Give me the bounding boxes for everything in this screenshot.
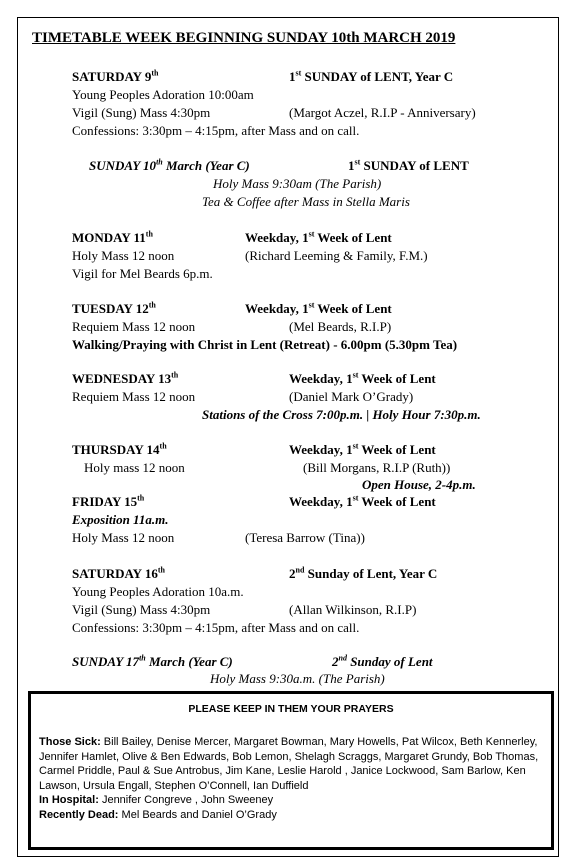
day-heading: THURSDAY 14th: [72, 441, 167, 457]
service-line: Tea & Coffee after Mass in Stella Maris: [202, 194, 410, 209]
service-line: Requiem Mass 12 noon: [72, 319, 196, 334]
service-line: Open House, 2-4p.m.: [362, 477, 476, 492]
service-line: Holy Mass 12 noon: [72, 530, 175, 545]
hospital-names: Jennifer Congreve , John Sweeney: [98, 794, 274, 806]
service-line: Stations of the Cross 7:00p.m. | Holy Hour 7:30p.m.: [202, 407, 481, 422]
day-heading: SATURDAY 16th: [72, 565, 165, 581]
service-line: Vigil for Mel Beards 6p.m.: [72, 266, 213, 281]
intention: (Mel Beards, R.I.P): [289, 319, 392, 334]
recently-dead-names: Mel Beards and Daniel O’Grady: [118, 808, 277, 821]
feast-label: Weekday, 1st Week of Lent: [289, 493, 436, 509]
feast-label: 1st SUNDAY of LENT, Year C: [289, 68, 454, 84]
service-line: Exposition 11a.m.: [72, 512, 169, 527]
day-heading: FRIDAY 15th: [72, 493, 145, 509]
prayer-list-heading: PLEASE KEEP IN THEM YOUR PRAYERS: [188, 703, 394, 715]
day-heading: SUNDAY 10th March (Year C): [89, 157, 250, 173]
service-line: Confessions: 3:30pm – 4:15pm, after Mass and on call.: [72, 620, 360, 635]
intention: (Daniel Mark O’Grady): [289, 389, 414, 404]
intention: (Teresa Barrow (Tina)): [245, 530, 365, 545]
page-title: TIMETABLE WEEK BEGINNING SUNDAY 10th MARCH 2019: [32, 30, 456, 46]
feast-label: 2nd Sunday of Lent: [332, 653, 433, 669]
service-line: Holy Mass 12 noon: [72, 248, 175, 263]
recently-dead-list: [39, 808, 549, 823]
day-heading: TUESDAY 12th: [72, 300, 156, 316]
service-line: Holy Mass 9:30a.m. (The Parish): [210, 671, 385, 686]
prayer-list-box: [28, 691, 554, 850]
feast-label: 1st SUNDAY of LENT: [348, 157, 469, 173]
hospital-label: In Hospital:: [39, 794, 99, 806]
feast-label: Weekday, 1st Week of Lent: [245, 300, 392, 316]
service-line: Confessions: 3:30pm – 4:15pm, after Mass and on call.: [72, 123, 360, 138]
day-heading: MONDAY 11th: [72, 229, 153, 245]
service-line: Requiem Mass 12 noon: [72, 389, 196, 404]
service-line: Vigil (Sung) Mass 4:30pm: [72, 105, 211, 120]
sick-list: [39, 735, 549, 793]
feast-label: Weekday, 1st Week of Lent: [245, 229, 392, 245]
service-line: Young Peoples Adoration 10a.m.: [72, 584, 244, 599]
service-line: Holy Mass 9:30am (The Parish): [213, 176, 382, 191]
day-heading: WEDNESDAY 13th: [72, 370, 179, 386]
sick-names: Bill Bailey, Denise Mercer, Margaret Bowman, Mary Howells, Pat Wilcox, Beth Kennerley, Jennifer Hamlet, Olive & Ben Edwards, Bob Lemon, Shelagh Scraggs, Margaret Grundy, Bob Thomas, Carmel Priddle, Paul & Sue Antrobus, Jim Kane, Leslie Harold , Janice Lockwood, Sam Barlow, Ken Lawson, Ursula Engall, Stephen O’Connell, Ian Duffield: [39, 736, 539, 792]
day-heading: SATURDAY 9th: [72, 68, 159, 84]
feast-label: 2nd Sunday of Lent, Year C: [289, 565, 438, 581]
intention: (Bill Morgans, R.I.P (Ruth)): [303, 460, 451, 475]
intention: (Allan Wilkinson, R.I.P): [289, 602, 417, 617]
recently-dead-label: Recently Dead:: [39, 808, 119, 821]
service-line: Young Peoples Adoration 10:00am: [72, 87, 254, 102]
service-line: Vigil (Sung) Mass 4:30pm: [72, 602, 211, 617]
service-line: Holy mass 12 noon: [84, 460, 185, 475]
day-heading: SUNDAY 17th March (Year C): [72, 653, 233, 669]
hospital-list: [39, 793, 549, 808]
intention: (Margot Aczel, R.I.P - Anniversary): [289, 105, 476, 120]
feast-label: Weekday, 1st Week of Lent: [289, 441, 436, 457]
retreat-line: Walking/Praying with Christ in Lent (Retreat) - 6.00pm (5.30pm Tea): [72, 337, 458, 352]
intention: (Richard Leeming & Family, F.M.): [245, 248, 428, 263]
sick-label: Those Sick:: [39, 736, 101, 748]
feast-label: Weekday, 1st Week of Lent: [289, 370, 436, 386]
prayer-list-body: [39, 735, 549, 822]
